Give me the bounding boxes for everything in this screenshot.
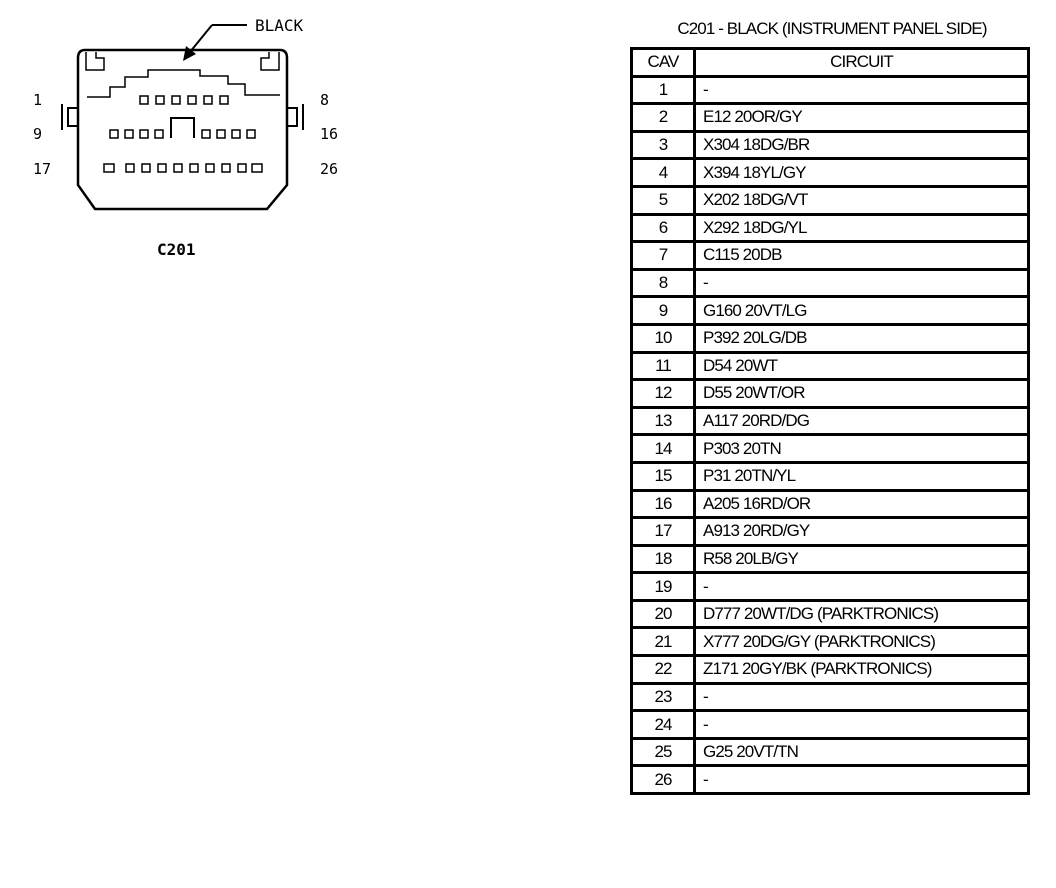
cavity-row-2 — [110, 130, 255, 138]
cavity — [156, 96, 164, 104]
pin-label-bottom-right: 26 — [320, 160, 339, 178]
cavity — [204, 96, 212, 104]
circuit-value: E12 20OR/GY — [695, 104, 1029, 132]
cavity-number: 1 — [632, 76, 695, 104]
cavity-number: 16 — [632, 490, 695, 518]
cavity — [172, 96, 180, 104]
table-row — [632, 297, 1029, 325]
circuit-value: X292 18DG/YL — [695, 214, 1029, 242]
table-row — [632, 380, 1029, 408]
table-row — [632, 573, 1029, 601]
cavity — [155, 130, 163, 138]
table-row — [632, 462, 1029, 490]
cavity-number: 7 — [632, 242, 695, 270]
circuit-value: X777 20DG/GY (PARKTRONICS) — [695, 628, 1029, 656]
cavity-number: 21 — [632, 628, 695, 656]
cavity-number: 3 — [632, 131, 695, 159]
table-row — [632, 435, 1029, 463]
circuit-value: X202 18DG/VT — [695, 186, 1029, 214]
cavity-row-3 — [104, 164, 262, 172]
right-mounting-tab — [287, 104, 303, 130]
header-cav: CAV — [632, 49, 695, 77]
cavity-number: 24 — [632, 711, 695, 739]
left-mounting-tab — [62, 104, 78, 130]
color-callout-leader — [190, 25, 247, 52]
cavity — [125, 130, 133, 138]
cavity-number: 13 — [632, 407, 695, 435]
cavity-number: 25 — [632, 738, 695, 766]
cavity-number: 20 — [632, 600, 695, 628]
table-header-row — [632, 49, 1029, 77]
circuit-value: D777 20WT/DG (PARKTRONICS) — [695, 600, 1029, 628]
connector-diagram — [0, 0, 360, 280]
circuit-value: - — [695, 766, 1029, 794]
cavity-number: 11 — [632, 352, 695, 380]
cavity-number: 18 — [632, 545, 695, 573]
circuit-value: D54 20WT — [695, 352, 1029, 380]
table-row — [632, 683, 1029, 711]
connector-label: C201 — [157, 240, 196, 259]
cavity — [110, 130, 118, 138]
table-row — [632, 738, 1029, 766]
circuit-value: - — [695, 269, 1029, 297]
cavity-number: 9 — [632, 297, 695, 325]
circuit-value: A117 20RD/DG — [695, 407, 1029, 435]
color-callout-label: BLACK — [255, 16, 304, 35]
circuit-value: A205 16RD/OR — [695, 490, 1029, 518]
cavity-number: 17 — [632, 518, 695, 546]
table-row — [632, 269, 1029, 297]
cavity — [247, 130, 255, 138]
cavity — [174, 164, 182, 172]
cavity-number: 6 — [632, 214, 695, 242]
circuit-value: R58 20LB/GY — [695, 545, 1029, 573]
table-row — [632, 518, 1029, 546]
pin-label-top-right: 8 — [320, 91, 330, 109]
cavity-number: 19 — [632, 573, 695, 601]
circuit-value: G25 20VT/TN — [695, 738, 1029, 766]
table-body — [632, 76, 1029, 793]
circuit-value: P392 20LG/DB — [695, 324, 1029, 352]
cavity-number: 5 — [632, 186, 695, 214]
table-row — [632, 490, 1029, 518]
cavity-number: 14 — [632, 435, 695, 463]
cavity — [252, 164, 262, 172]
table-row — [632, 352, 1029, 380]
cavity-number: 12 — [632, 380, 695, 408]
cavity — [238, 164, 246, 172]
circuit-value: - — [695, 711, 1029, 739]
cavity — [190, 164, 198, 172]
circuit-value: X304 18DG/BR — [695, 131, 1029, 159]
table-row — [632, 407, 1029, 435]
table-row — [632, 159, 1029, 187]
cavity-number: 15 — [632, 462, 695, 490]
table-row — [632, 656, 1029, 684]
cavity-number: 22 — [632, 656, 695, 684]
cavity — [188, 96, 196, 104]
header-circuit: CIRCUIT — [695, 49, 1029, 77]
connector-keyway — [87, 70, 280, 97]
pin-label-middle-left: 9 — [33, 125, 43, 143]
cavity-number: 4 — [632, 159, 695, 187]
cavity — [232, 130, 240, 138]
cavity — [220, 96, 228, 104]
table-title: C201 - BLACK (INSTRUMENT PANEL SIDE) — [677, 19, 987, 38]
circuit-value: A913 20RD/GY — [695, 518, 1029, 546]
circuit-value: G160 20VT/LG — [695, 297, 1029, 325]
table-row — [632, 104, 1029, 132]
cavity — [140, 130, 148, 138]
cavity-number: 8 — [632, 269, 695, 297]
circuit-value: X394 18YL/GY — [695, 159, 1029, 187]
cavity — [140, 96, 148, 104]
table-row — [632, 186, 1029, 214]
cavity-number: 26 — [632, 766, 695, 794]
cavity — [158, 164, 166, 172]
circuit-value: Z171 20GY/BK (PARKTRONICS) — [695, 656, 1029, 684]
cavity-number: 10 — [632, 324, 695, 352]
circuit-value: D55 20WT/OR — [695, 380, 1029, 408]
cavity — [104, 164, 114, 172]
cavity — [202, 130, 210, 138]
cavity — [217, 130, 225, 138]
table-row — [632, 76, 1029, 104]
circuit-value: P31 20TN/YL — [695, 462, 1029, 490]
table-row — [632, 711, 1029, 739]
circuit-value: - — [695, 76, 1029, 104]
cavity — [126, 164, 134, 172]
circuit-value: - — [695, 573, 1029, 601]
cavity-row-1 — [140, 96, 228, 104]
cavity — [222, 164, 230, 172]
table-row — [632, 766, 1029, 794]
cavity — [206, 164, 214, 172]
table-row — [632, 131, 1029, 159]
cavity-number: 2 — [632, 104, 695, 132]
cavity-table — [630, 47, 1030, 795]
right-corner-latch — [261, 52, 279, 70]
pin-label-top-left: 1 — [33, 91, 43, 109]
pin-label-middle-right: 16 — [320, 125, 339, 143]
circuit-value: P303 20TN — [695, 435, 1029, 463]
pin-label-bottom-left: 17 — [33, 160, 52, 178]
table-row — [632, 600, 1029, 628]
circuit-value: - — [695, 683, 1029, 711]
table-row — [632, 324, 1029, 352]
cavity — [142, 164, 150, 172]
table-row — [632, 214, 1029, 242]
circuit-value: C115 20DB — [695, 242, 1029, 270]
table-row — [632, 628, 1029, 656]
table-row — [632, 242, 1029, 270]
left-corner-latch — [86, 52, 104, 70]
table-row — [632, 545, 1029, 573]
cavity-number: 23 — [632, 683, 695, 711]
center-lock — [171, 118, 194, 138]
